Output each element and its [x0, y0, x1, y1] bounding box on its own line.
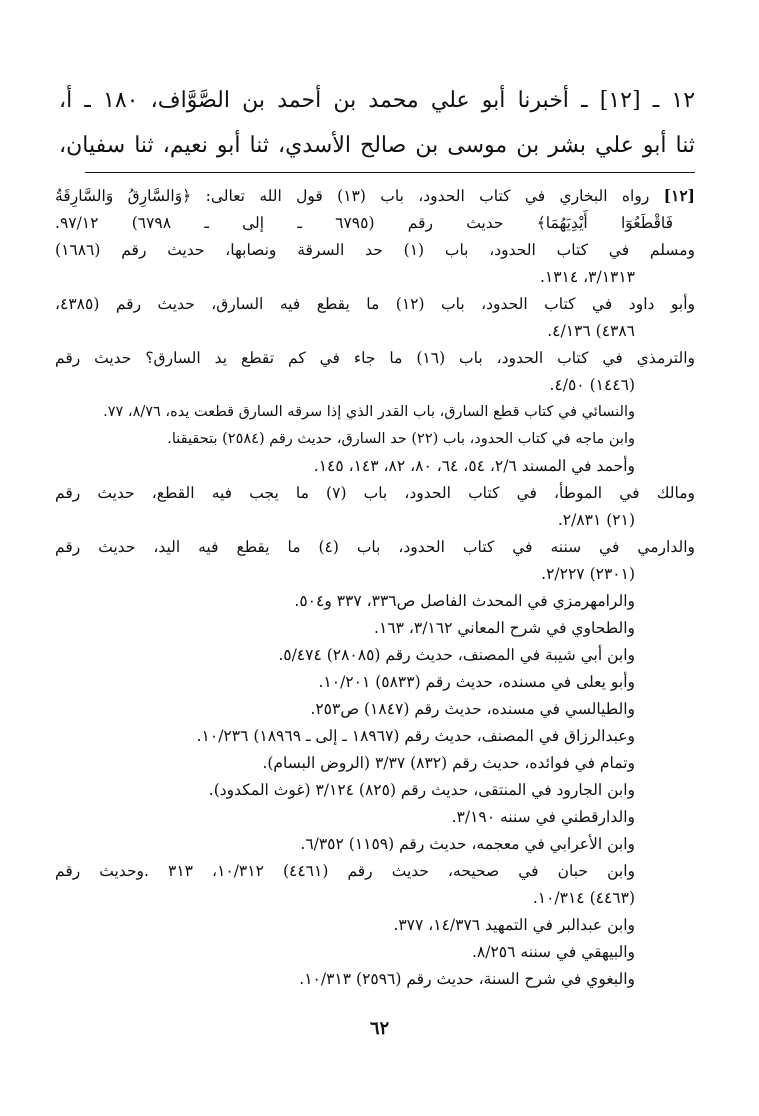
footnote-line-2: فَاقْطَعُوٓا أَيْدِيَهُمَا﴾ حديث رقم (٦٧٩٥ ـ إلى ـ ٦٧٩٨) ٩٧/١٢.: [55, 214, 673, 232]
footnote-line-12: ومالك في الموطأ، في كتاب الحدود، باب (٧) ما يجب فيه القطع، حديث رقم: [55, 484, 695, 502]
footnote-line-10: وابن ماجه في كتاب الحدود، باب (٢٢) حد السارق، حديث رقم (٢٥٨٤) بتحقيقنا.: [167, 431, 635, 447]
footnote-marker: [١٢]: [663, 186, 695, 205]
footnote-line-17: والطحاوي في شرح المعاني ٣/١٦٢، ١٦٣.: [374, 619, 635, 637]
footnote-line-14: والدارمي في سننه في كتاب الحدود، باب (٤) ما يقطع فيه اليد، حديث رقم: [55, 538, 695, 556]
main-text: [59, 78, 695, 168]
footnote-line-9: والنسائي في كتاب قطع السارق، باب القدر الذي إذا سرقه السارق قطعت يده، ٨/٧٦، ٧٧.: [103, 404, 635, 420]
footnote-line-30: والبغوي في شرح السنة، حديث رقم (٢٥٩٦) ١٠/٣١٣.: [299, 970, 635, 988]
footnotes: [55, 182, 695, 993]
footnote-line-3: ومسلم في كتاب الحدود، باب (١) حد السرقة ونصابها، حديث رقم (١٦٨٦): [55, 241, 695, 259]
footnote-line-5: وأبو داود في كتاب الحدود، باب (١٢) ما يقطع فيه السارق، حديث رقم (٤٣٨٥،: [55, 295, 695, 313]
footnote-line-6: ٤٣٨٦) ٤/١٣٦.: [547, 322, 635, 340]
footnote-line-23: وابن الجارود في المنتقى، حديث رقم (٨٢٥) ٣/١٢٤ (غوث المكدود).: [208, 781, 635, 799]
footnote-line-26: وابن حبان في صحيحه، حديث رقم (٤٤٦١) ١٠/٣١٢، ٣١٣ .وحديث رقم: [55, 862, 635, 880]
footnote-line-16: والرامهرمزي في المحدث الفاصل ص٣٣٦، ٣٣٧ و٥٠٤.: [294, 592, 635, 610]
footnote-line-1: [55, 182, 695, 210]
main-text-line-1: ١٢ ـ [١٢] ـ أخبرنا أبو علي محمد بن أحمد بن الصَّوَّاف، ١٨٠ ـ أ،: [59, 88, 695, 113]
footnote-line-25: وابن الأعرابي في معجمه، حديث رقم (١١٥٩) ٦/٣٥٢.: [300, 835, 635, 853]
footnote-line-28: وابن عبدالبر في التمهيد ١٤/٣٧٦، ٣٧٧.: [393, 916, 635, 934]
footnote-line-20: والطيالسي في مسنده، حديث رقم (١٨٤٧) ص٢٥٣.: [310, 700, 635, 718]
footnote-line-19: وأبو يعلى في مسنده، حديث رقم (٥٨٣٣) ١٠/٢٠١.: [318, 673, 635, 691]
footnote-line-11: وأحمد في المسند ٢/٦، ٥٤، ٦٤، ٨٠، ٨٢، ١٤٣، ١٤٥.: [313, 457, 635, 475]
page-number: ٦٢: [369, 1018, 390, 1039]
footnote-line-7: والترمذي في كتاب الحدود، باب (١٦) ما جاء في كم تقطع يد السارق؟ حديث رقم: [55, 349, 695, 367]
footnote-line-27: (٤٤٦٣) ١٠/٣١٤.: [532, 889, 635, 907]
footnote-line-22: وتمام في فوائده، حديث رقم (٨٣٢) ٣/٣٧ (الروض البسام).: [262, 754, 635, 772]
main-text-line-2: ثنا أبو علي بشر بن موسى بن صالح الأسدي، ثنا أبو نعيم، ثنا سفيان،: [59, 133, 695, 158]
footnote-line-1-text: رواه البخاري في كتاب الحدود، باب (١٣) قول الله تعالى: ﴿وَالسَّارِقُ وَالسَّارِقَةُ: [55, 187, 650, 205]
footnote-line-13: (٢١) ٢/٨٣١.: [557, 511, 635, 529]
footnote-line-8: (١٤٤٦) ٤/٥٠.: [549, 376, 635, 394]
footnote-line-4: ٣/١٣١٣، ١٣١٤.: [539, 268, 635, 286]
footnote-divider: [85, 172, 695, 173]
footnote-line-15: (٢٣٠١) ٢/٢٢٧.: [541, 565, 635, 583]
footnote-line-18: وابن أبي شيبة في المصنف، حديث رقم (٢٨٠٨٥) ٥/٤٧٤.: [278, 646, 635, 664]
footnote-line-29: والبيهقي في سننه ٨/٢٥٦.: [471, 943, 635, 961]
footnote-line-21: وعبدالرزاق في المصنف، حديث رقم (١٨٩٦٧ ـ إلى ـ ١٨٩٦٩) ١٠/٢٣٦.: [196, 727, 635, 745]
footnote-line-24: والدارقطني في سننه ٣/١٩٠.: [451, 808, 635, 826]
